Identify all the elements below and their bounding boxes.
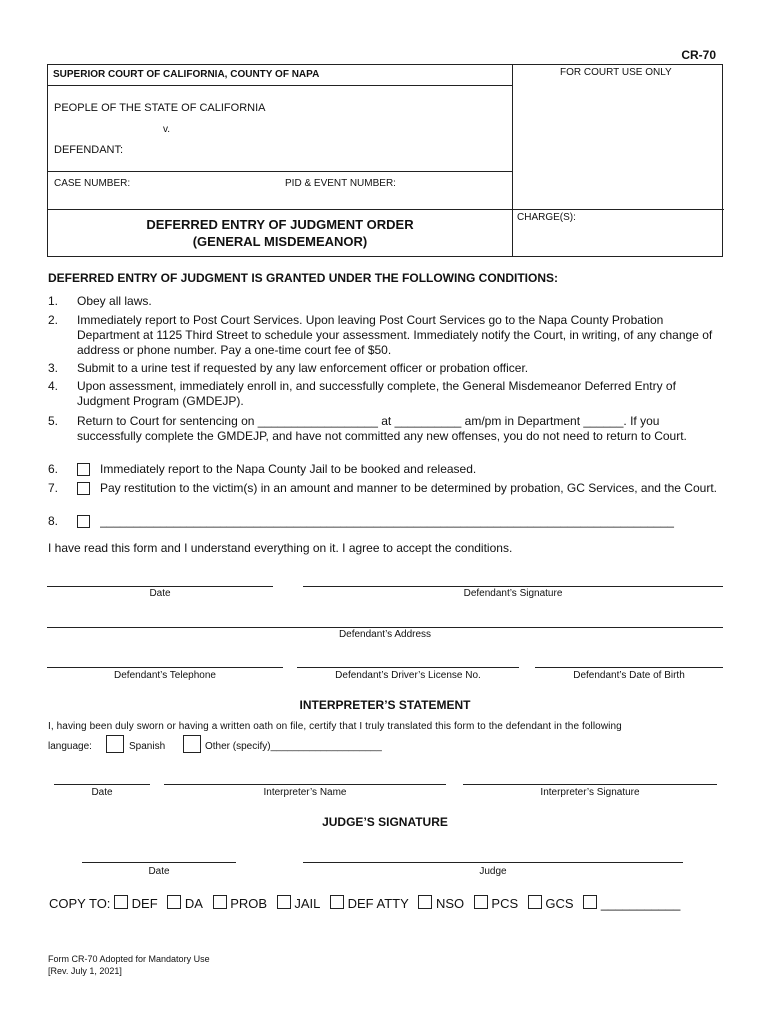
judge-date-line[interactable] (82, 862, 236, 863)
charges-label: CHARGE(S): (517, 212, 576, 223)
condition-2: 2. Immediately report to Post Court Services. Upon leaving Post Court Services go to the Napa County Probation Department at 1125 Third Street to schedule your assessment. Immediately notify the Court, in writing, of any change of address or phone number. Pay a one-time court fee of $50. (48, 313, 713, 357)
judge-signature-line[interactable] (303, 862, 683, 863)
copy-def-atty-checkbox[interactable] (330, 895, 344, 909)
other-language-checkbox[interactable] (183, 735, 201, 753)
interpreter-signature-line[interactable] (463, 784, 717, 785)
copy-prob-checkbox[interactable] (213, 895, 227, 909)
copy-pcs-checkbox[interactable] (474, 895, 488, 909)
judge-label: Judge (479, 866, 507, 877)
court-name: SUPERIOR COURT OF CALIFORNIA, COUNTY OF NAPA (53, 69, 320, 80)
footer-line2: [Rev. July 1, 2021] (48, 966, 122, 976)
copy-gcs-label: GCS (545, 896, 574, 911)
copy-prob-label: PROB (230, 896, 268, 911)
copy-jail-checkbox[interactable] (277, 895, 291, 909)
dob-line[interactable] (535, 667, 723, 668)
copy-da-label: DA (184, 896, 203, 911)
license-line[interactable] (297, 667, 519, 668)
interpreter-statement: I, having been duly sworn or having a written oath on file, certify that I truly translated this form to the defendant in the following (48, 721, 622, 732)
copy-def-atty-label: DEF ATTY (347, 896, 409, 911)
conditions-heading: DEFERRED ENTRY OF JUDGMENT IS GRANTED UNDER THE FOLLOWING CONDITIONS: (48, 271, 559, 285)
form-title-line2: (GENERAL MISDEMEANOR) (192, 234, 368, 249)
language-label: language: (48, 741, 92, 752)
defendant-signature-line[interactable] (303, 586, 723, 587)
telephone-label: Defendant’s Telephone (114, 670, 216, 681)
condition-6-checkbox[interactable] (77, 463, 90, 476)
copy-nso-checkbox[interactable] (418, 895, 432, 909)
acknowledgement-text: I have read this form and I understand everything on it. I agree to accept the conditions. (48, 541, 513, 555)
date-line[interactable] (47, 586, 273, 587)
dob-label: Defendant’s Date of Birth (573, 670, 685, 681)
copy-nso-label: NSO (436, 896, 465, 911)
date-label: Date (149, 588, 171, 599)
copy-jail-label: JAIL (294, 896, 321, 911)
versus-label: v. (163, 124, 171, 135)
people-label: PEOPLE OF THE STATE OF CALIFORNIA (54, 102, 266, 114)
address-label: Defendant’s Address (338, 629, 432, 640)
interpreter-name-line[interactable] (164, 784, 446, 785)
interpreter-date-label: Date (91, 787, 113, 798)
judge-date-label: Date (148, 866, 170, 877)
judge-heading: JUDGE’S SIGNATURE (322, 815, 448, 829)
copy-other-checkbox[interactable] (583, 895, 597, 909)
interpreter-date-line[interactable] (54, 784, 150, 785)
footer-line1: Form CR-70 Adopted for Mandatory Use (48, 954, 210, 964)
condition-8-checkbox[interactable] (77, 515, 90, 528)
spanish-checkbox[interactable] (106, 735, 124, 753)
copy-to-row (49, 895, 686, 911)
interpreter-name-label: Interpreter’s Name (263, 787, 347, 798)
telephone-line[interactable] (47, 667, 283, 668)
defendant-label: DEFENDANT: (54, 144, 124, 156)
spanish-label: Spanish (129, 741, 166, 752)
interpreter-signature-label: Interpreter’s Signature (540, 787, 640, 798)
copy-other-field[interactable]: ___________ (600, 896, 681, 911)
copy-def-label: DEF (131, 896, 158, 911)
copy-da-checkbox[interactable] (167, 895, 181, 909)
pid-event-label: PID & EVENT NUMBER: (285, 178, 396, 189)
condition-8-blank[interactable]: ______________________________________________________________________________________ (100, 514, 674, 528)
condition-7-checkbox[interactable] (77, 482, 90, 495)
form-title-line1: DEFERRED ENTRY OF JUDGMENT ORDER (146, 217, 414, 232)
other-language-field[interactable]: Other (specify)____________________ (205, 741, 382, 752)
copy-to-label: COPY TO: (49, 896, 111, 911)
copy-def-checkbox[interactable] (114, 895, 128, 909)
license-label: Defendant’s Driver’s License No. (335, 670, 481, 681)
form-id: CR-70 (681, 48, 716, 62)
case-number-label: CASE NUMBER: (54, 178, 131, 189)
court-use-label: FOR COURT USE ONLY (560, 67, 672, 78)
copy-pcs-label: PCS (491, 896, 519, 911)
defendant-signature-label: Defendant’s Signature (463, 588, 563, 599)
copy-gcs-checkbox[interactable] (528, 895, 542, 909)
interpreter-heading: INTERPRETER’S STATEMENT (299, 698, 471, 712)
address-line[interactable] (47, 627, 723, 628)
